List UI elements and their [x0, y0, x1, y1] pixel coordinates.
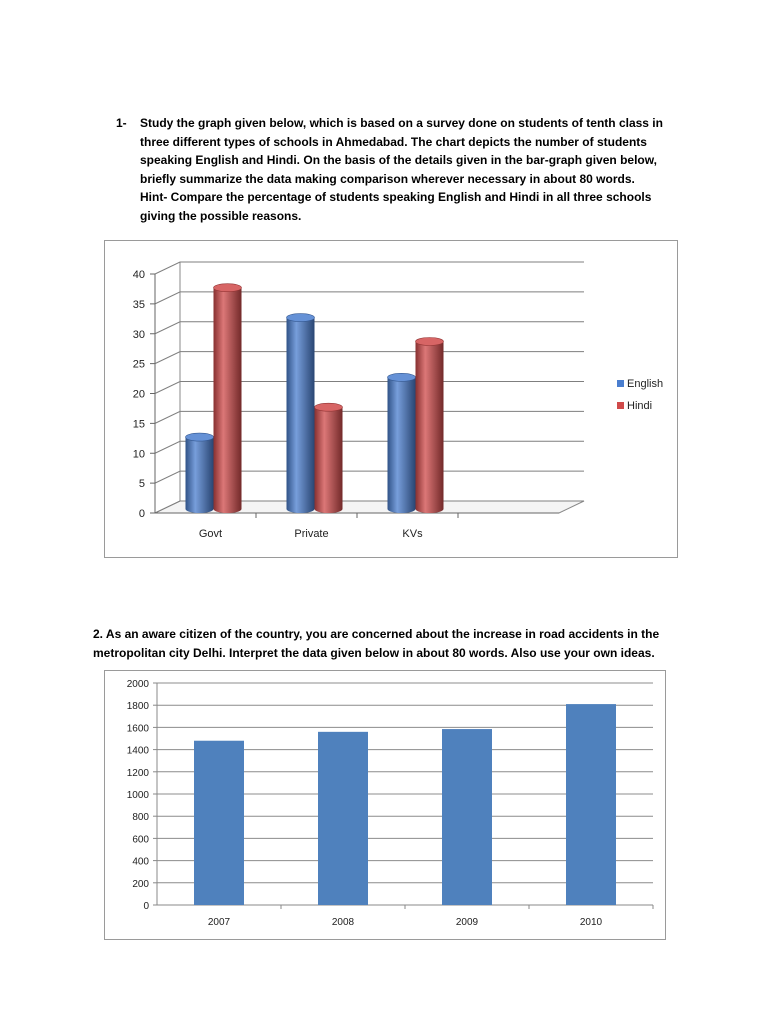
- bar-2008: [318, 732, 368, 905]
- x-tick-label: KVs: [402, 528, 423, 540]
- bar-top-english-govt: [186, 433, 214, 441]
- legend-label-hindi: Hindi: [627, 400, 653, 412]
- legend-swatch-hindi: [617, 402, 624, 409]
- question-1-line: Hint- Compare the percentage of students speaking English and Hindi in all three schools: [140, 190, 652, 204]
- y-tick-label: 5: [138, 478, 145, 491]
- y-tick-label: 600: [132, 834, 149, 846]
- y-tick-label: 1400: [126, 745, 149, 757]
- y-tick-label: 30: [132, 328, 145, 341]
- bar-hindi-govt: [214, 288, 242, 513]
- bar-hindi-private: [315, 407, 343, 513]
- x-tick-label: Govt: [198, 528, 223, 540]
- bar-top-english-kvs: [388, 373, 416, 381]
- y-tick-label: 20: [132, 388, 145, 401]
- language-bar-chart: [105, 241, 677, 557]
- bar-hindi-kvs: [416, 342, 444, 514]
- question-1-line: briefly summarize the data making comparison wherever necessary in about 80 words.: [140, 171, 635, 186]
- x-tick-label: 2010: [579, 917, 603, 928]
- question-2-line: metropolitan city Delhi. Interpret the data given below in about 80 words. Also use your own ideas.: [93, 645, 655, 660]
- accidents-bar-chart: [105, 671, 665, 939]
- y-tick-label: 800: [132, 812, 149, 824]
- legend-swatch-english: [617, 380, 624, 387]
- question-1-number: 1-: [116, 116, 127, 130]
- bar-top-hindi-govt: [214, 284, 242, 292]
- question-2: [93, 625, 683, 662]
- question-1-line: giving the possible reasons.: [140, 208, 302, 223]
- gridline: [155, 262, 584, 274]
- y-tick-label: 10: [132, 448, 145, 461]
- y-tick-label: 40: [132, 269, 145, 281]
- bar-top-hindi-kvs: [416, 338, 444, 346]
- question-2-line: 2. As an aware citizen of the country, you are concerned about the increase in road accidents in the: [93, 627, 660, 641]
- y-tick-label: 400: [132, 856, 149, 868]
- y-tick-label: 1600: [126, 723, 149, 735]
- x-tick-label: 2008: [331, 917, 355, 928]
- question-1-line: Study the graph given below, which is based on a survey done on students of tenth class in: [140, 116, 663, 130]
- bar-2009: [442, 729, 492, 905]
- legend-label-english: English: [627, 378, 664, 390]
- y-tick-label: 1000: [126, 790, 149, 801]
- bar-english-govt: [186, 437, 214, 513]
- chart-2-frame: [104, 670, 666, 940]
- question-1: [116, 114, 676, 225]
- y-tick-label: 1200: [126, 767, 149, 779]
- y-tick-label: 35: [132, 298, 145, 311]
- x-tick-label: 2009: [455, 917, 479, 928]
- chart-1-frame: [104, 240, 678, 558]
- y-tick-label: 0: [138, 508, 145, 520]
- y-tick-label: 200: [132, 878, 149, 890]
- bar-top-english-private: [287, 314, 315, 322]
- bar-english-private: [287, 318, 315, 513]
- y-tick-label: 1800: [126, 701, 149, 713]
- x-tick-label: Private: [294, 528, 329, 540]
- y-tick-label: 15: [132, 418, 145, 431]
- question-1-text: [140, 114, 676, 225]
- bar-2010: [566, 704, 616, 905]
- y-tick-label: 25: [132, 358, 145, 371]
- y-tick-label: 0: [143, 901, 149, 912]
- bar-2007: [194, 741, 244, 905]
- question-1-line: speaking English and Hindi. On the basis of the details given in the bar-graph given below,: [140, 153, 657, 167]
- bar-english-kvs: [388, 377, 416, 513]
- y-tick-label: 2000: [126, 679, 149, 690]
- bar-top-hindi-private: [315, 403, 343, 411]
- question-1-line: three different types of schools in Ahmedabad. The chart depicts the number of students: [140, 134, 647, 149]
- x-tick-label: 2007: [207, 917, 231, 928]
